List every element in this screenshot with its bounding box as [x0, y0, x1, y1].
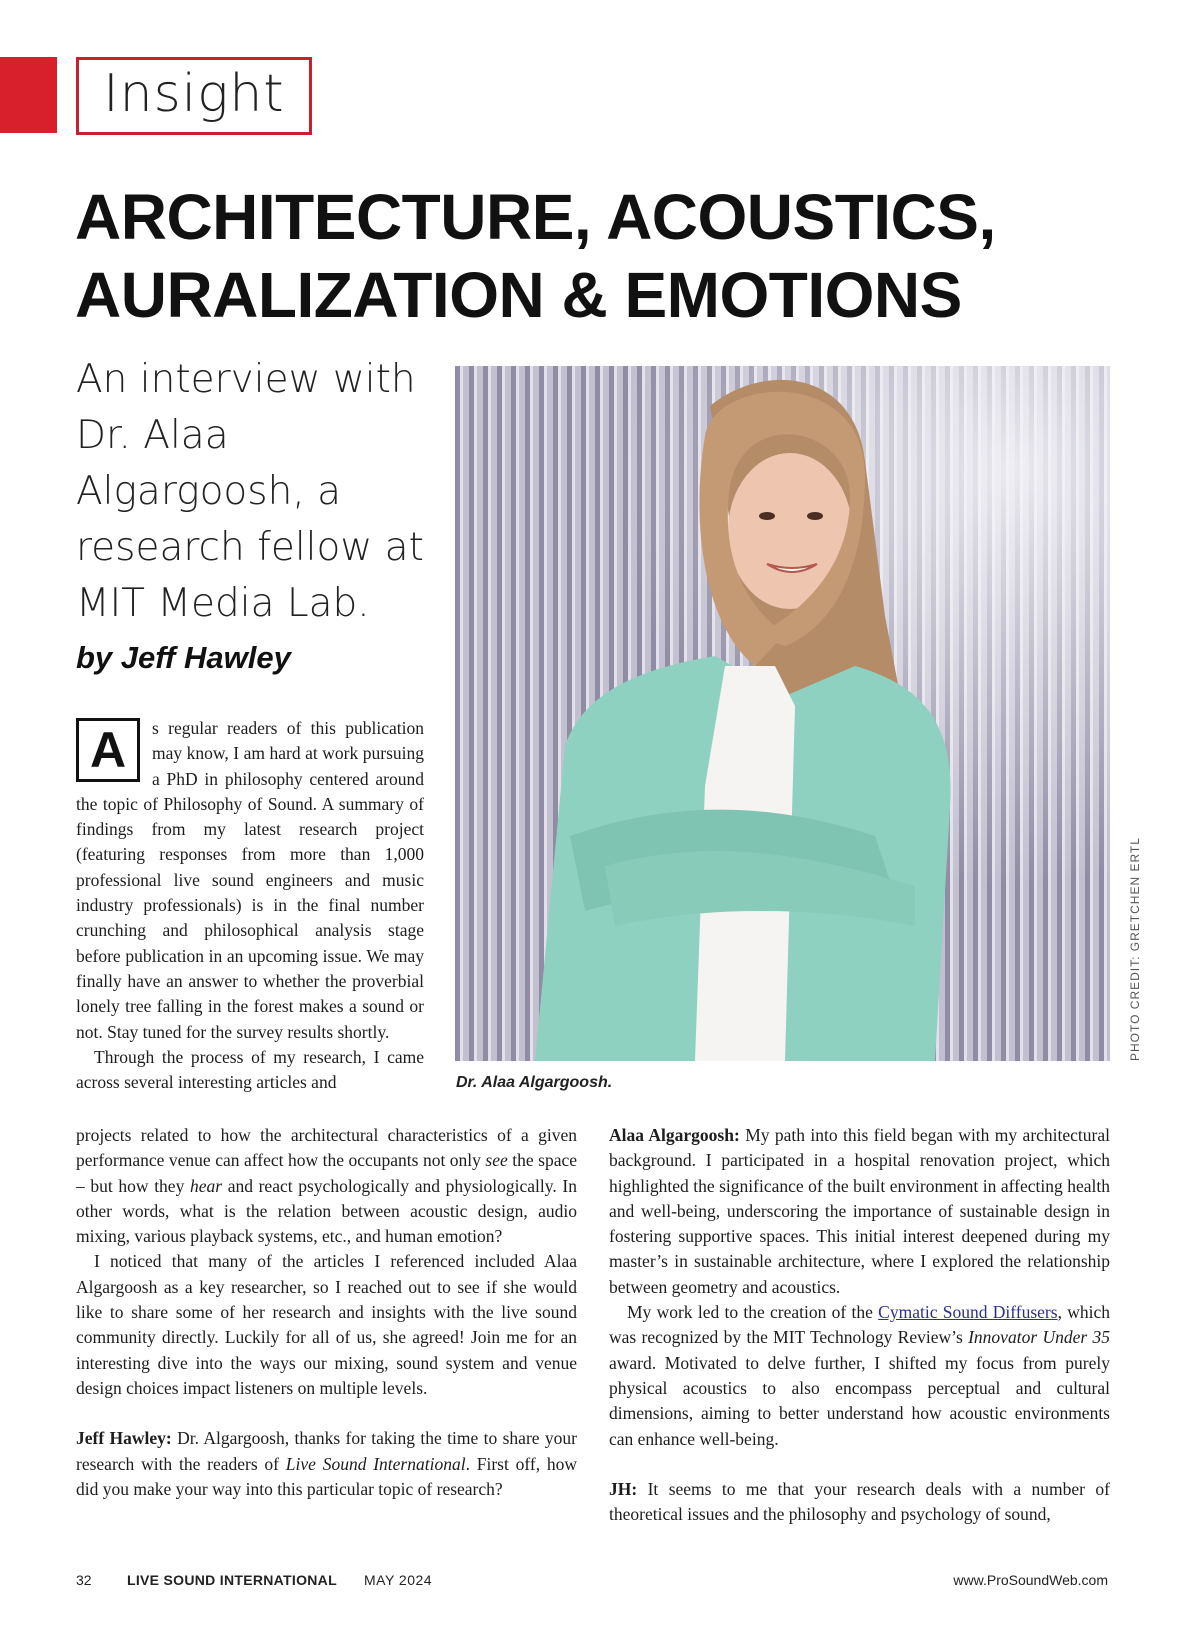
intro-paragraph-2-start: Through the process of my research, I came across several interesting articles and: [76, 1046, 424, 1093]
section-accent-bar: [0, 57, 57, 133]
text-run: . First off, how did you make your way into this particular topic of research?: [76, 1453, 577, 1499]
intro-column: [76, 716, 424, 1095]
section-tag: [76, 57, 312, 135]
portrait-illustration: [455, 366, 1110, 1061]
text-run: It seems to me that your research deals with a number of theoretical issues and the philosophy and psychology of sound,: [609, 1478, 1110, 1525]
text-run: projects related to how the architectural characteristics of a given performance venue can affect how the occupants not only: [76, 1125, 577, 1171]
byline: by Jeff Hawley: [76, 640, 291, 675]
photo-caption: Dr. Alaa Algargoosh.: [456, 1074, 613, 1091]
headline-line-1: ARCHITECTURE, ACOUSTICS,: [75, 181, 996, 253]
headline-line-2: AURALIZATION & EMOTIONS: [75, 259, 962, 331]
website-url[interactable]: www.ProSoundWeb.com: [953, 1572, 1108, 1588]
photo-credit: PHOTO CREDIT: GRETCHEN ERTL: [1128, 837, 1142, 1061]
question-paragraph: [76, 1426, 577, 1502]
speaker-label: JH:: [609, 1478, 638, 1499]
text-run: My work led to the creation of the: [627, 1302, 879, 1323]
emphasis-see: see: [485, 1150, 508, 1171]
answer-paragraph-2: [609, 1300, 1110, 1452]
section-label: Insight: [103, 64, 285, 124]
text-run: Dr. Algargoosh, thanks for taking the time to share your research with the readers of: [76, 1428, 577, 1474]
paragraph: I noticed that many of the articles I referenced included Alaa Algargoosh as a key researcher, so I reached out to see if she would like to share some of her research and insights with the live sound community directly. Luckily for all of us, she agreed! Join me for an interesting dive into the ways our mixing, sound system and venue design choices impact listeners on multiple levels.: [76, 1251, 577, 1398]
award-name: Innovator Under 35: [968, 1327, 1111, 1348]
drop-cap: A: [76, 718, 140, 782]
text-run: My path into this field began with my architectural background. I participated in a hospital renovation project, which highlighted the significance of the built environment in affecting health and well-being, underscoring the importance of sustainable design in fostering supportive spaces. This initial interest deepened during my master’s in sustainable architecture, where I explored the relationship between geometry and acoustics.: [609, 1125, 1110, 1297]
right-column: [609, 1123, 1110, 1527]
question-paragraph: [609, 1477, 1110, 1528]
left-column: [76, 1123, 577, 1502]
article-subhead: An interview with Dr. Alaa Algargoosh, a research fellow at MIT Media Lab.: [76, 357, 424, 626]
speaker-label: Jeff Hawley:: [76, 1428, 172, 1449]
magazine-name: LIVE SOUND INTERNATIONAL: [127, 1572, 337, 1588]
text-run: the space – but how they: [76, 1150, 577, 1196]
speaker-label: Alaa Algargoosh:: [609, 1125, 740, 1145]
text-run: , which was recognized by the MIT Technology Review’s: [609, 1302, 1110, 1348]
cymatic-diffusers-link[interactable]: Cymatic Sound Diffusers: [878, 1302, 1058, 1323]
emphasis-hear: hear: [189, 1175, 223, 1196]
text-run: and react psychologically and physiologically. In other words, what is the relation between acoustic design, audio mixing, various playback systems, etc., and human emotion?: [76, 1175, 577, 1247]
intro-paragraph: s regular readers of this publication may know, I am hard at work pursuing a PhD in philosophy centered around the topic of Philosophy of Sound. A summary of findings from my latest research project (featuring responses from more than 1,000 professional live sound engineers and music industry professionals) is in the final number crunching and philosophical analysis stage before publication in an upcoming issue. We may finally have an answer to whether the proverbial lonely tree falling in the forest makes a sound or not. Stay tuned for the survey results shortly.: [76, 718, 424, 1042]
issue-date: MAY 2024: [364, 1572, 433, 1588]
text-run: award. Motivated to delve further, I shifted my focus from purely physical acoustics to also encompass perceptual and cultural dimensions, aiming to better understand how acoustic environments can enhance well-being.: [609, 1352, 1110, 1449]
article-headline: [75, 178, 1135, 334]
paragraph-continued: [76, 1123, 577, 1249]
portrait-photo: [455, 366, 1110, 1061]
answer-paragraph: [609, 1123, 1110, 1300]
publication-name: Live Sound International: [285, 1453, 466, 1474]
page-number: 32: [76, 1572, 92, 1588]
